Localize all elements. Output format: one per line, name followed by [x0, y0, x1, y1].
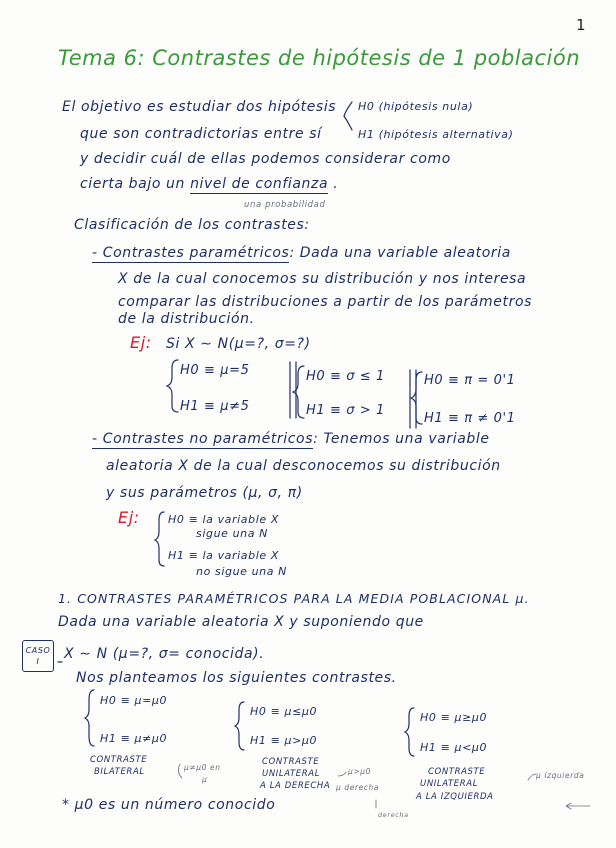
c1-h0: H0 ≡ μ=μ0: [100, 694, 168, 707]
c1-brace: [85, 690, 94, 746]
np-h1-line-b: no sigue una N: [196, 565, 288, 578]
right-arrow: [338, 772, 346, 776]
intro-line-2: que son contradictorias entre sí: [80, 126, 322, 142]
sys1-separator: [290, 362, 296, 418]
intro-h1: H1 (hipótesis alternativa): [358, 128, 514, 141]
hypothesis-brace: [344, 102, 352, 130]
page-number: 1: [576, 16, 587, 34]
section-1-heading: 1. CONTRASTES PARAMÉTRICOS PARA LA MEDIA POBLACIONAL μ.: [58, 591, 530, 606]
label-left-3: A LA IZQUIERDA: [416, 792, 494, 802]
footnote-tiny: derecha: [378, 811, 409, 819]
c2-brace: [235, 702, 244, 750]
np-h0-line-a: H0 ≡ la variable X: [168, 513, 279, 526]
label-right-3: A LA DERECHA: [260, 781, 331, 791]
classification-heading: Clasificación de los contrastes:: [74, 217, 310, 233]
parametric-line-3: comparar las distribuciones a partir de los parámetros: [118, 294, 533, 310]
parametric-example-text: Si X ∼ N(μ=?, σ=?): [166, 336, 311, 352]
annotation-right: μ>μ0: [348, 767, 371, 776]
sys3-h1: H1 ≡ π ≠ 0'1: [424, 411, 516, 426]
c2-h0: H0 ≡ μ≤μ0: [250, 705, 318, 718]
nonparametric-line-3: y sus parámetros (μ, σ, π): [106, 485, 303, 501]
nonparametric-line-1: [92, 432, 490, 446]
case-label: CASO I: [25, 646, 51, 666]
sys3-h0: H0 ≡ π = 0'1: [424, 373, 516, 388]
probability-note: una probabilidad: [244, 200, 326, 210]
parametric-line-1: [92, 246, 511, 260]
intro-line-4-end: .: [333, 176, 339, 192]
sys2-brace: [293, 366, 304, 418]
intro-line-3: y decidir cuál de ellas podemos considerar como: [80, 151, 451, 167]
footnote: * μ0 es un número conocido: [62, 797, 276, 813]
intro-h0: H0 (hipótesis nula): [358, 100, 474, 113]
sys2-h0: H0 ≡ σ ≤ 1: [306, 369, 385, 384]
label-left-2: UNILATERAL: [420, 779, 479, 789]
left-arrow: [528, 774, 536, 780]
annotation-bilateral: μ≠μ0 en: [184, 763, 221, 772]
confidence-level-term: nivel de confianza: [190, 176, 329, 192]
np-brace: [155, 512, 164, 566]
annotation-right-derecha: μ derecha: [336, 783, 380, 792]
sys1-brace: [167, 360, 178, 412]
annotation-bilateral-mu: μ: [202, 775, 208, 784]
parametric-text-1: : Dada una variable aleatoria: [289, 245, 511, 261]
label-left-1: CONTRASTE: [428, 767, 486, 777]
section-1-line-1: Dada una variable aleatoria X y suponiendo que: [58, 614, 424, 630]
c3-h0: H0 ≡ μ≥μ0: [420, 711, 488, 724]
annotation-left: μ izquierda: [536, 771, 585, 780]
parametric-line-2: X de la cual conocemos su distribución y nos interesa: [118, 271, 527, 287]
sys1-h0: H0 ≡ μ=5: [180, 363, 250, 378]
np-h0-line-b: sigue una N: [196, 527, 269, 540]
sys2-h1: H1 ≡ σ > 1: [306, 403, 385, 418]
nonparametric-line-2: aleatoria X de la cual desconocemos su distribución: [106, 458, 501, 474]
intro-line-1: El objetivo es estudiar dos hipótesis: [62, 99, 337, 115]
label-bilateral-2: BILATERAL: [94, 767, 145, 777]
intro-line-4: [80, 177, 338, 191]
parametric-example-label: Ej:: [130, 333, 152, 352]
c1-h1: H1 ≡ μ≠μ0: [100, 732, 168, 745]
parametric-line-4: de la distribución.: [118, 311, 255, 327]
intro-line-4-pre: cierta bajo un: [80, 176, 185, 192]
section-1-line-2: Nos planteamos los siguientes contrastes.: [76, 670, 397, 686]
label-bilateral-1: CONTRASTE: [90, 755, 148, 765]
label-right-2: UNILATERAL: [262, 769, 321, 779]
nonparametric-example-label: Ej:: [118, 508, 140, 527]
footer-arrow: [566, 803, 590, 809]
nonparametric-label: - Contrastes no paramétricos: [92, 431, 314, 447]
parametric-label: - Contrastes paramétricos: [92, 245, 290, 261]
sys2-separator: [410, 370, 416, 428]
bilateral-arrow: [178, 764, 182, 778]
label-right-1: CONTRASTE: [262, 757, 320, 767]
c3-h1: H1 ≡ μ<μ0: [420, 741, 488, 754]
c3-brace: [405, 708, 414, 756]
page-title: Tema 6: Contrastes de hipótesis de 1 población: [58, 46, 581, 70]
case-text: X ∼ N (μ=?, σ= conocida).: [64, 646, 265, 662]
sys1-h1: H1 ≡ μ≠5: [180, 399, 250, 414]
c2-h1: H1 ≡ μ>μ0: [250, 734, 318, 747]
nonparametric-text-1: : Tenemos una variable: [313, 431, 490, 447]
sys3-brace: [411, 372, 422, 424]
np-h1-line-a: H1 ≡ la variable X: [168, 549, 279, 562]
